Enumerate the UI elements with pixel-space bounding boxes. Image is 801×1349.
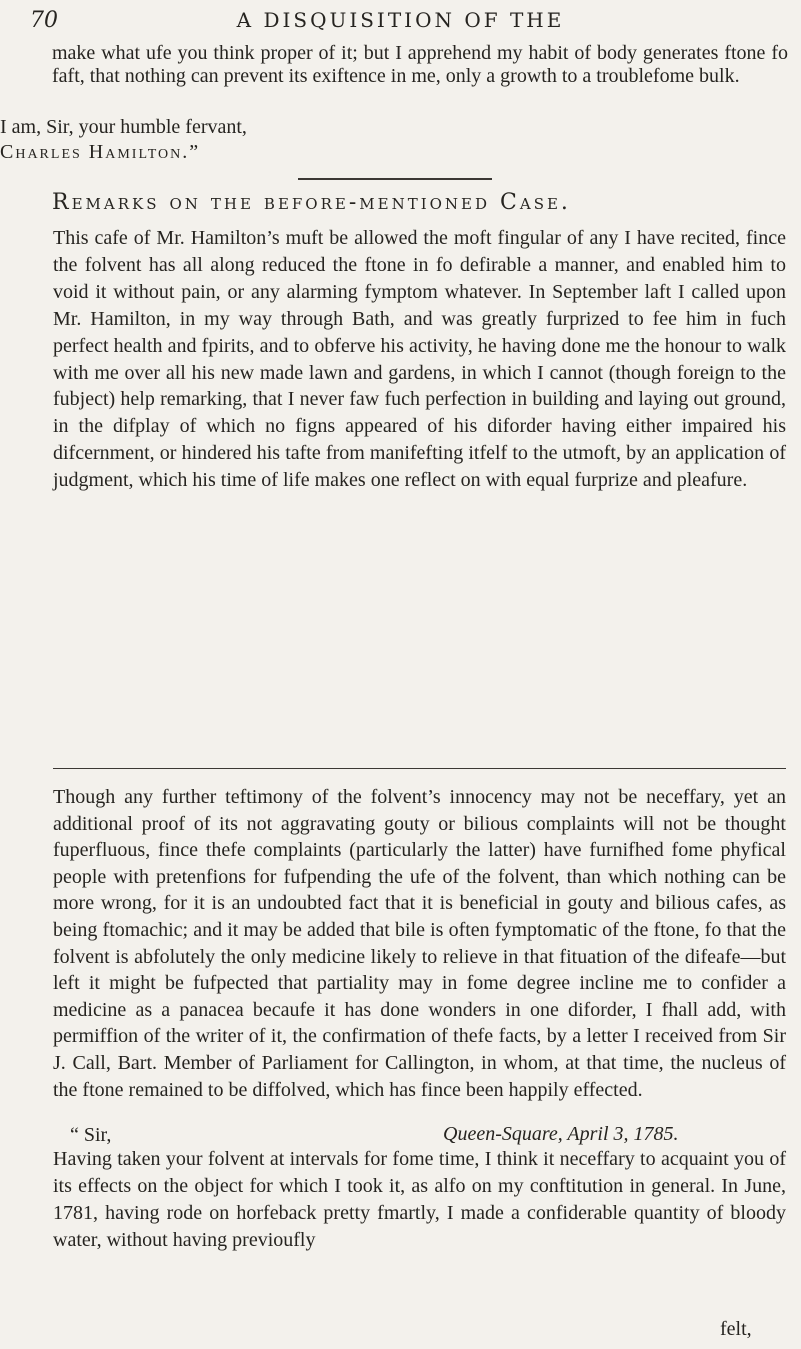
catchword: felt,: [720, 1318, 752, 1340]
letter-body: Having taken your folvent at intervals for fome time, I think it neceffary to acquaint you of its effects on the object for which I took it, as alfo on my conftitution in general. In June, 1781, having rode on horfeback pretty fmartly, I made a confiderable quantity of bloody water, without having previoufly: [53, 1148, 786, 1251]
testimony-paragraph: Though any further teftimony of the folvent’s innocency may not be neceffary, yet an additional proof of its not aggravating gouty or bilious complaints will not be thought fuperfluous, fince thefe complaints (particularly the latter) have furnifhed fome phyfical people with pretenfions for fufpending the ufe of the folvent, than which nothing can be more wrong, for it is an undoubted fact that it is beneficial in gouty and bilious cafes, as being ftomachic; and it may be added that bile is often fymptomatic of the ftone, fo that the folvent is abfolutely the only medicine likely to relieve in that fituation of the difeafe—but left it might be fufpected that partiality may in fome degree incline me to confider a medicine as a panacea becaufe it has done wonders in one diforder, I fhall add, with permiffion of the writer of it, the confirmation of thefe facts, by a letter I received from Sir J. Call, Bart. Member of Parliament for Callington, in whom, at that time, the nucleus of the ftone remained to be diffolved, which has fince been happily effected.: [53, 786, 786, 1101]
paragraph-divider: [53, 768, 786, 769]
section-divider: [298, 178, 492, 180]
section-heading: Remarks on the before-mentioned Case.: [52, 190, 571, 215]
letter-salutation: “ Sir,: [70, 1124, 112, 1146]
running-head: [30, 8, 771, 44]
page-number: 70: [30, 8, 58, 33]
letter-signature: Charles Hamilton.”: [0, 141, 201, 163]
remarks-paragraph: This cafe of Mr. Hamilton’s muft be allowed the moft fingular of any I have recited, fince the folvent has all along reduced the ftone in fo defirable a manner, and enabled him to void it without pain, or any alarming fymptom whatever. In September laft I called upon Mr. Hamilton, in my way through Bath, and was greatly furprized to fee him in fuch perfect health and fpirits, and to obferve his activity, he having done me the honour to walk with me over all his new made lawn and gardens, in which I cannot (though foreign to the fubject) help remarking, that I never faw fuch perfection in building and laying out ground, in the difplay of which no figns appeared of his diforder having either impaired his difcernment, or hindered his tafte from manifefting itfelf to the utmoft, by an application of judgment, which his time of life makes one reflect on with equal furprize and pleafure.: [53, 227, 786, 492]
letter-dateline: Queen-Square, April 3, 1785.: [443, 1123, 679, 1145]
running-title: A DISQUISITION OF THE: [236, 8, 565, 32]
continued-letter-text: make what ufe you think proper of it; but I apprehend my habit of body generates ftone fo faft, that nothing can prevent its exiftence in me, only a growth to a troublefome bulk.: [52, 42, 788, 87]
letter-closing: I am, Sir, your humble fervant,: [0, 116, 247, 138]
